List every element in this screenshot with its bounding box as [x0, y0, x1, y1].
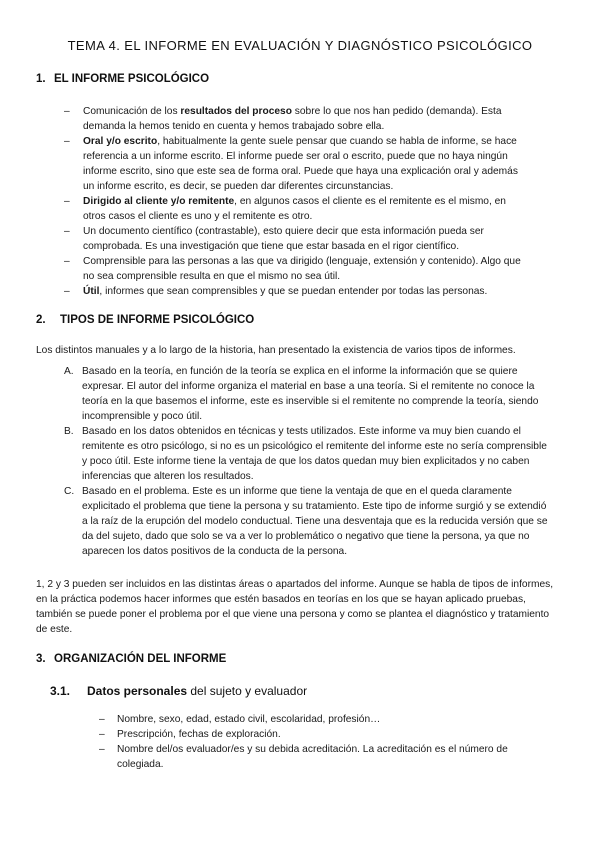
subsection-3-1-number: 3.1. — [50, 684, 71, 698]
list-item: – Un documento científico (contrastable), esto quiere decir que esta información pueda ser comprobada. Es una investigación que tiene que estar basada en el rigor científico. — [64, 224, 526, 254]
section-3-title: ORGANIZACIÓN DEL INFORME — [54, 653, 227, 665]
list-item: C. Basado en el problema. Este es un informe que tiene la ventaja de que en el queda claramente explicitado el problema que tiene la persona y su tratamiento. Este tipo de informe surgió y se extendió a la raíz de la erupción del modelo conductual. Tiene una desventaja que es la reducida versión que se da del sujeto, dado que solo se va a ver lo problemático o negativo que tiene la persona, ya que no aparecen los datos positivos de la conducta de la persona. — [64, 486, 548, 557]
section-2-list — [64, 364, 550, 559]
subsection-3-1-bold: Datos personales — [87, 684, 188, 698]
list-item: – Dirigido al cliente y/o remitente, en algunos casos el cliente es el remitente es el mismo, en otros casos el cliente es uno y el remitente es otro. — [64, 194, 526, 224]
document-title: TEMA 4. EL INFORME EN EVALUACIÓN Y DIAGNÓSTICO PSICOLÓGICO — [67, 38, 533, 53]
list-item: – Nombre del/os evaluador/es y su debida acreditación. La acreditación es el número de colegiada. — [99, 742, 549, 772]
section-3-number: 3. — [36, 653, 46, 665]
list-item: – Prescripción, fechas de exploración. — [99, 727, 549, 742]
subsection-3-1-rest: del sujeto y evaluador — [187, 684, 308, 698]
subsection-3-1-heading — [50, 684, 307, 699]
list-item: B. Basado en los datos obtenidos en técnicas y tests utilizados. Este informe va muy bien cuando el remitente es otro psicólogo, si no es un psicológico el remitente del informe este no sería comprensible y poco útil. Este informe tiene la ventaja de que los datos quedan muy bien explicitados y no caben inferencias que alteren los resultados. — [64, 426, 547, 482]
section-2-intro: Los distintos manuales y a lo largo de la historia, han presentado la existencia de varios tipos de informes. — [36, 345, 516, 356]
list-item: – Oral y/o escrito, habitualmente la gente suele pensar que cuando se habla de informe, se hace referencia a un informe escrito. El informe puede ser oral o escrito, puede que no haya ningún informe escrito, sino que este sea de forma oral. Puede que haya una explicación oral y además un informe escrito, es decir, se pueden dar diferentes circunstancias. — [64, 134, 526, 194]
section-2-heading — [36, 313, 254, 328]
section-1-title: EL INFORME PSICOLÓGICO — [54, 73, 210, 85]
list-item: – Nombre, sexo, edad, estado civil, escolaridad, profesión… — [99, 712, 549, 727]
section-2-closing: 1, 2 y 3 pueden ser incluidos en las distintas áreas o apartados del informe. Aunque se habla de tipos de informes, en la práctica podemos hacer informes que estén basados en teorías en los que se hayan aplicado pruebas, también se puede poner el problema por el que viene una persona y como se plantea el diagnóstico y tratamiento de este. — [36, 579, 554, 635]
section-1-list — [64, 104, 526, 299]
subsection-3-1-list — [99, 712, 549, 772]
section-2-number: 2. — [36, 314, 46, 326]
list-item: – Comprensible para las personas a las que va dirigido (lenguaje, extensión y contenido). Algo que no sea comprensible resulta en que el mismo no sea útil. — [64, 254, 526, 284]
section-3-heading — [36, 652, 226, 667]
section-2-title: TIPOS DE INFORME PSICOLÓGICO — [60, 314, 255, 326]
list-item: A. Basado en la teoría, en función de la teoría se explica en el informe la información que se quiere expresar. El autor del informe organiza el material en base a una teoría. Si el remitente no conoce la teoría en la que basemos el informe, este es inservible si el remitente no comprende la teoría, siendo incomprensible y poco útil. — [64, 366, 539, 422]
section-1-number: 1. — [36, 73, 46, 85]
section-1-heading — [36, 72, 209, 87]
list-item: – Comunicación de los resultados del proceso sobre lo que nos han pedido (demanda). Esta demanda la hemos tenido en cuenta y hemos trabajado sobre ella. — [64, 104, 526, 134]
list-item: – Útil, informes que sean comprensibles y que se puedan entender por todas las personas. — [64, 284, 526, 299]
